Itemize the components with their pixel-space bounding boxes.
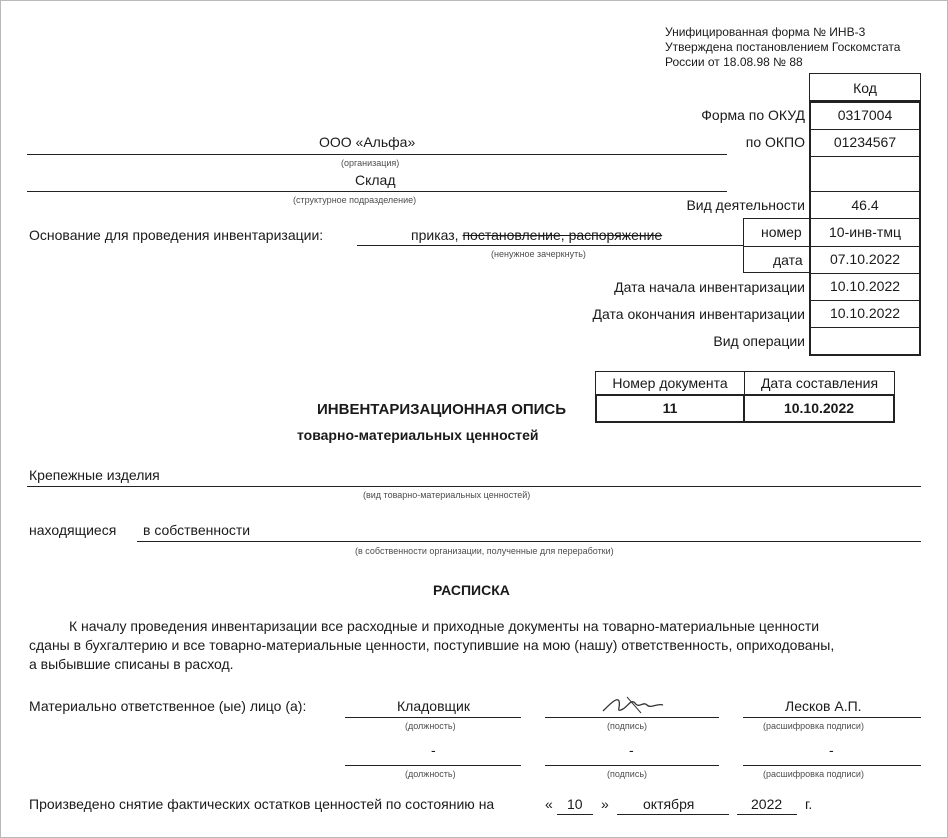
organization-name: ООО «Альфа» — [319, 134, 416, 150]
form-header-line2: Утверждена постановлением Госкомстата — [665, 40, 901, 54]
division-caption: (структурное подразделение) — [293, 195, 417, 205]
doc-date-header: Дата составления — [744, 371, 895, 395]
okud-label: Форма по ОКУД — [701, 107, 805, 123]
footer-open-quote: « — [545, 796, 553, 812]
order-date-label: дата — [773, 252, 803, 268]
name-dash-2: - — [829, 742, 834, 758]
division-name: Склад — [355, 172, 396, 188]
order-date-value: 07.10.2022 — [829, 251, 901, 267]
footer-text: Произведено снятие фактических остатков ценностей по состоянию на — [29, 796, 495, 812]
located-value: в собственности — [143, 522, 251, 538]
activity-label: Вид деятельности — [686, 197, 805, 213]
position-value: Кладовщик — [397, 698, 470, 714]
form-title: ИНВЕНТАРИЗАЦИОННАЯ ОПИСЬ — [317, 401, 567, 418]
signature-scribble — [597, 691, 677, 717]
basis-label: Основание для проведения инвентаризации: — [29, 227, 324, 243]
doc-date-value: 10.10.2022 — [743, 394, 895, 423]
document-table — [595, 371, 895, 423]
order-number-value: 10-инв-тмц — [829, 224, 901, 240]
footer-month: октября — [643, 796, 695, 812]
person-name: Лесков А.П. — [785, 698, 862, 714]
receipt-title: РАСПИСКА — [433, 582, 510, 598]
signature-dash-2: - — [629, 742, 634, 758]
signature-caption: (подпись) — [607, 721, 648, 731]
start-date-label: Дата начала инвентаризации — [614, 279, 805, 295]
basis-order: приказ, — [411, 227, 459, 243]
responsible-label: Материально ответственное (ые) лицо (а): — [29, 698, 307, 714]
footer-day: 10 — [567, 796, 583, 812]
position-caption: (должность) — [405, 721, 456, 731]
organization-caption: (организация) — [341, 158, 400, 168]
activity-value: 46.4 — [851, 197, 879, 213]
form-subtitle: товарно-материальных ценностей — [297, 427, 539, 443]
receipt-line1: К началу проведения инвентаризации все расходные и приходные документы на товарно-материальные ценности — [69, 618, 820, 634]
doc-number-header: Номер документа — [595, 371, 745, 395]
end-date-value: 10.10.2022 — [829, 305, 901, 321]
name-caption: (расшифровка подписи) — [763, 721, 864, 731]
footer-close-quote: » — [601, 796, 609, 812]
code-header: Код — [809, 73, 921, 101]
footer-year: 2022 — [751, 796, 783, 812]
end-date-label: Дата окончания инвентаризации — [592, 306, 805, 322]
position-caption-2: (должность) — [405, 769, 456, 779]
goods-type-caption: (вид товарно-материальных ценностей) — [363, 490, 531, 500]
receipt-line2: сданы в бухгалтерию и все товарно-материальные ценности, поступившие на мою (нашу) ответственность, оприходованы, — [29, 637, 835, 653]
okud-value: 0317004 — [837, 107, 893, 123]
doc-number-value: 11 — [595, 394, 745, 423]
basis-caption: (ненужное зачеркнуть) — [491, 249, 586, 259]
name-caption-2: (расшифровка подписи) — [763, 769, 864, 779]
order-number-label: номер — [761, 224, 802, 240]
start-date-value: 10.10.2022 — [829, 278, 901, 294]
okpo-label: по ОКПО — [745, 134, 805, 150]
position-dash-2: - — [431, 742, 436, 758]
goods-type-value: Крепежные изделия — [29, 467, 160, 483]
receipt-line3: а выбывшие списаны в расход. — [29, 656, 234, 672]
located-label: находящиеся — [29, 522, 117, 538]
form-header-line3: России от 18.08.98 № 88 — [665, 55, 803, 69]
located-caption: (в собственности организации, полученные для переработки) — [355, 546, 614, 556]
basis-value — [411, 227, 662, 243]
okpo-value: 01234567 — [833, 134, 897, 150]
footer-year-suffix: г. — [805, 796, 813, 812]
signature-caption-2: (подпись) — [607, 769, 648, 779]
operation-label: Вид операции — [713, 333, 805, 349]
basis-struck: постановление, распоряжение — [462, 227, 663, 243]
form-header-line1: Унифицированная форма № ИНВ-3 — [665, 25, 866, 39]
